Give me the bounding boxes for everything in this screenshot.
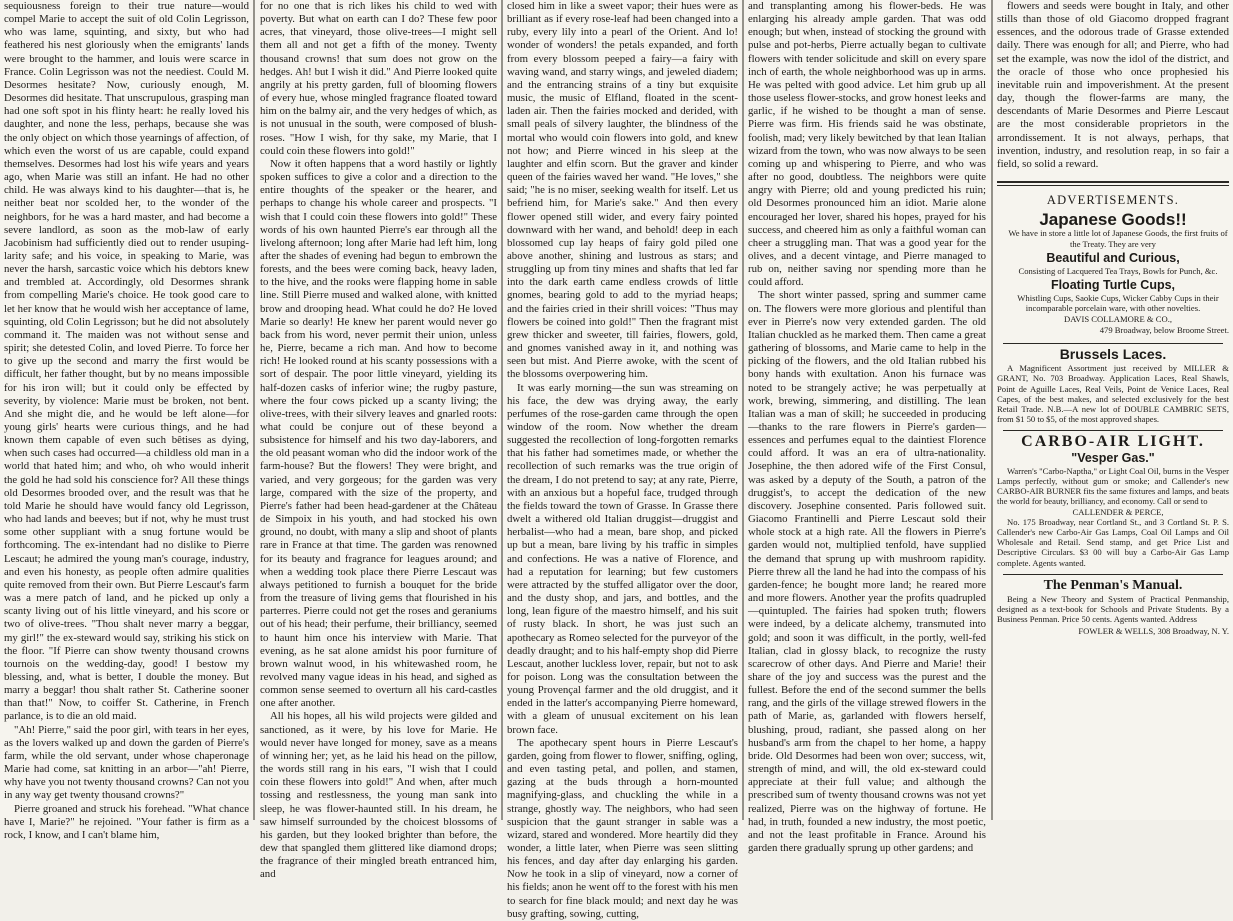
advertisements-title: ADVERTISEMENTS. xyxy=(1046,193,1180,208)
ad-body: Being a New Theory and System of Practical Penmanship, designed as a text-book for Schools and Private Students. By a Business Penman. Price 50 cents. Agents wanted. Address xyxy=(997,593,1229,625)
ad-separator xyxy=(1003,343,1223,344)
ad-intro: We have in store a little lot of Japanese Goods, the first fruits of the Treaty. They are very xyxy=(1008,228,1228,249)
column-divider xyxy=(253,0,255,820)
ad-body: A Magnificent Assortment just received by MILLER & GRANT, No. 703 Broadway. Application Laces, Real Shawls, Point de Aguille Laces, Real Veils, Point de Venice Laces, Real Capes, of the best makes, and selected exclusively for the best Retail Trade. N.B.—A new lot of DOUBLE CAMBRIC SETS, from $1 50 to $5, of the most approved shapes. xyxy=(997,363,1229,425)
paragraph: Now it often happens that a word hastily or lightly spoken suffices to give a color and a direction to the entire thoughts of the speaker or the hearer, and perhaps to change his whole career and prospects. "I wish that I could coin these flowers into gold!" These words of his own haunted Pierre's ear through all the livelong afternoon; long after Marie had left him, long after the shades of evening had begun to embrown the forests, and the bees were coming back, heavy laden, to the hive, and the rooks were flapping home in sable line. Still Pierre mused and walked alone, with knitted brow and drooping head. What could he do? He loved Marie so dearly! He knew her parent would never go back from his word, never permit their union, unless he, Pierre, became a rich man. And how to become rich! He looked round at his scanty possessions with a sort of despair. The poor little vineyard, yielding its half-dozen casks of inferior wine; the rugby pasture, where the four cows picked up a scanty living; the olive-trees, with their silvery leaves and gnarled roots: what could be conjure out of these beyond a subsistence for himself and his two day-laborers, and the old peasant woman who did the indoor work of the farm-house? But the flowers! They were bright, and varied, and very gorgeous; for the garden was very large, compared with the size of the property, and Pierre's father had been head-gardener at the Château de Simpoix in his youth, and had stocked his own ground, no doubt, with many a slip and shoot of plants rare in France at that time. The garden was renowned for its beauty and fragrance for leagues around; and when a wedding took place there Pierre Lescaut was always petitioned to furnish a bouquet for the bride from the treasure of living gems that flourished in his parterres. Pierre could not get the roses and geraniums out of his head; their perfume, their brilliancy, seemed to haunt him once his interview with Marie. That evening, as he sat alone amidst his poor furniture of brown walnut wood, in his whitewashed room, he revolved many vague ideas in his head, and sighed as common sense seemed to overturn all his card-castles one after another. xyxy=(260,157,497,710)
ad-body: Warren's "Carbo-Naptha," or Light Coal Oil, burns in the Vesper Lamps perfectly, without gum or smoke; and Callender's new CARBO-AIR BURNER fits the same fixtures and lamps, and beats the world for beauty, brilliancy, and economy. Call or send to xyxy=(997,465,1230,507)
ad-separator xyxy=(1003,574,1223,575)
ad-seller: DAVIS COLLAMORE & CO., xyxy=(1064,313,1172,324)
paragraph: and transplanting among his flower-beds. He was enlarging his already ample garden. That was odd enough; but when, instead of stocking the ground with pulse and pot-herbs, Pierre actually began to cultivate flowers with tender solicitude and skill on every spare inch of earth, the whole neighborhood was up in arms. He was pelted with good advice. Let him grub up all those useless flower-stocks, and grow honest leeks and garlic, if he wished to be thought a man of sense. Pierre was firm. His friends said he was obstinate, foolish, mad; very likely bewitched by that lean Italian wizard from the town, who was now always to be seen coming up and whispering to Pierre, and who was after no good, doubtless. The neighbors were quite angry with Pierre; old and young predicted his ruin; old Desormes pronounced him an idiot. Marie alone encouraged her lover, shared his hopes, prayed for his success, and cheered him as only a faithful woman can cheer a struggling man. That was a good year for the olives, and a decent vintage, and Pierre managed to rub on, neither saving nor spending more than he could afford. xyxy=(748,0,986,289)
article-column-2 xyxy=(256,0,501,881)
ad-address: 479 Broadway, below Broome Street. xyxy=(1099,324,1229,335)
paragraph: closed him in like a sweet vapor; their hues were as brilliant as if every rose-leaf had been changed into a ruby, every lily into a pearl of the Orient. And lo! wonder of wonders! the petals expanded, and forth from every blossom peeped a fairy—a fairy with waving wand, and starry wings, and jeweled diadem; and the entrancing strains of a tiny but exquisite music, the music of Elfland, floated in the scent-laden air. Then the fairies mocked and derided, with small peals of silvery laughter, the blindness of the mortal who would coin flowers into gold, and knew not how; and Pierre winced in his sleep at the laughter and elfin scorn. But the graver and kinder queen of the fairies waved her wand. "He loves," she said; "he is no miser, seeking wealth for itself. Let us befriend him, for Marie's sake." And then every flower opened still wider, and every fairy pointed downward with her wand, and behold! deep in each blossomed cup lay heaps of fairy gold piled one above another, shining and lustrous as stars; and struggling up from tiny mines and shafts that led far into the dark earth came endless crowds of little gnomes, bearing gold to add to the myriad heaps; and the fairies cried in their shrill voices: "Thus may flowers be coined into gold!" Then the fragrant mist grew thicker and sweeter, till fairies, flowers, gold, and gnomes vanished away in it, and nothing was seen but mist. And Pierre awoke, with the scent of the blossoms overpowering him. xyxy=(507,0,738,381)
paragraph: Pierre groaned and struck his forehead. "What chance have I, Marie?" he rejoined. "Your father is firm as a rock, I know, and I can't blame him, xyxy=(4,802,249,841)
ad-items: Consisting of Lacquered Tea Trays, Bowls for Punch, &c. xyxy=(1018,265,1218,276)
ad-items: Whistling Cups, Saokie Cups, Wicker Cabby Cups in their incomparable porcelain ware, with other novelties. xyxy=(1017,293,1219,314)
ad-headline: CARBO-AIR LIGHT. xyxy=(1021,433,1205,451)
paragraph: for no one that is rich likes his child to wed with poverty. But what on earth can I do? These few poor acres, that vineyard, those olive-trees—I might sell them all and not get a fifth of the money. Twenty thousand crowns! that sum does not grow on the hedges. Ah! but I wish it did." And Pierre looked quite angrily at his pretty garden, full of blooming flowers of every hue, whose mingled fragrance floated toward him on the balmy air, and the very hedges of which, as is not unusual in the south, were composed of blush-roses. "How I wish, for thy sake, my Marie, that I could coin these flowers into gold!" xyxy=(260,0,497,157)
article-column-5 xyxy=(993,0,1233,820)
advertisements-top-rule xyxy=(997,181,1229,183)
ad-subheadline: Floating Turtle Cups, xyxy=(1050,278,1176,293)
paragraph: "Ah! Pierre," said the poor girl, with tears in her eyes, as the lovers walked up and down the garden of Pierre's farm, while the old servant, under whose chaperonage Marie had come, sat knitting in an arbor—"ah! Pierre, why have you not twenty thousand crowns? Can not you in any way get twenty thousand crowns?" xyxy=(4,723,249,802)
ad-headline: The Penman's Manual. xyxy=(1043,577,1183,593)
ad-separator xyxy=(1003,430,1223,431)
article-column-1 xyxy=(0,0,253,841)
brussels-laces-ad xyxy=(997,348,1229,424)
penmans-manual-ad xyxy=(997,579,1229,638)
ad-subheadline: "Vesper Gas." xyxy=(1071,450,1155,465)
paragraph: flowers and seeds were bought in Italy, and other stills than those of old Giacomo dropped fragrant essences, and the odorous trade of Grasse extended daily. There was enough for all; and Pierre, who had set the example, was now the idol of the district, and the oracle of those who once prophesied his inevitable ruin and impoverishment. At the present day, though the flower-farms are many, the descendants of Marie Desormes and Pierre Lescaut are the most considerable proprietors in the arrondissement. It is not always, perhaps, that invention, industry, and resolution reap, in so fair a field, so solid a reward. xyxy=(997,0,1229,170)
paragraph: The apothecary spent hours in Pierre Lescaut's garden, going from flower to flower, sniffing, ogling, and even tasting petal, and pollen, and stamen, gazing at the buds through a horn-mounted magnifying-glass, and chuckling the while in a strange, ghostly way. The neighbors, who had seen suspicion that the gaunt stranger in sable was a wizard, stared and wondered. More heartily did they wonder, a little later, when Pierre was seen slitting his fences, and day after day enlarging his garden. Now he took in a slip of vineyard, now a corner of his fields; anon he went off to the forest with his men to search for fine black mould; and next day he was busy grafting, sowing, cutting, xyxy=(507,736,738,920)
ad-seller: CALLENDER & PERCE, xyxy=(1072,506,1164,517)
paragraph: The short winter passed, spring and summer came on. The flowers were more glorious and plentiful than ever in Pierre's now very extended garden. The old Italian chuckled as he marked them. Then came a great gathering of blossoms, and Marie came to help in the picking of the flowers, and the old Italian rubbed his bony hands with exultation. Anon his furnace was noted to be strangely active; he was perpetually at work, brewing, simmering, and distilling. The lean Italian was a man of skill; he succeeded in producing—thanks to the rare flowers in Pierre's garden—essences and perfumes equal to the daintiest Florence could afford. It was an era of ultra-nationality. Josephine, the then adored wife of the First Consul, was asked by a deputy of the South, a patron of the druggist's, to accept the dedication of the new discovery. Josephine consented. Paris followed suit. Giacomo Frantinelli and Pierre Lescaut sold their whole stock at a high rate. All the flowers in Pierre's garden would not, multiplied tenfold, have supplied the demand that sprung up with mushroom rapidity. Pierre threw all the land he had into the compass of his garden-fence; he bought more land; he reared more and more flowers. Another year the profits quadrupled—quintupled. The fairies had spoken truth; flowers were indeed, by a delicate alchemy, transmuted into gold; and soon it was difficult, in the portly, well-fed Italian, clad in glossy black, to recognize the rusty scarecrow of other days. And Pierre and Marie! their share of the joy and success was the purest and the fullest. Before the end of the second summer the bells rang, and the girls of the village strewed flowers in the path of Marie, as, garlanded with flowers herself, blushing, proud, radiant, she passed along on her husband's arm from the chapel to her home, a happy bride. Old Desormes had been won over; success, wit, strength of mind, and will, the old ex-steward could appreciate at their full value; and although the prescribed sum of twenty thousand crowns was not yet realized, Pierre was on the highway of fortune. He had, in truth, founded a new industry, the most poetic, and not the least profitable in France. Around his garden there gradually sprung up other gardens; and xyxy=(748,289,986,854)
japanese-goods-ad xyxy=(997,210,1229,337)
ad-body: No. 175 Broadway, near Cortland St., and 3 Cortland St. P. S. Callender's new Carbo-Air Gas Lamps, Coal Oil Lamps and Oil Wholesale and Retail. Send stamp, and get Price List and Descriptive Circulars. $3 00 will buy a Carbo-Air Gas Lamp complete. Agents wanted. xyxy=(997,516,1229,568)
carbo-air-light-ad xyxy=(997,435,1229,567)
ad-seller: FOWLER & WELLS, 308 Broadway, N. Y. xyxy=(1078,625,1229,636)
ad-headline: Brussels Laces. xyxy=(1059,346,1167,363)
advertisements-top-rule-thin xyxy=(997,185,1229,186)
ad-headline: Japanese Goods!! xyxy=(1039,210,1187,230)
paragraph: sequiousness foreign to their true nature—would compel Marie to accept the suit of old Colin Legrisson, who was lame, squinting, and sixty, but who had feathered his nest gloriously when the emigrants' lands were brought to the hammer, and louis were scarce in France. Colin Legrisson was not the neediest. Could M. Desormes hesitate? Now, curiously enough, M. Desormes did hesitate. That unscrupulous, grasping man had one soft spot in his flinty heart: he really loved his daughter, and none the less, perhaps, because she was the only object on which those yearnings of affection, of which even the worst of us are capable, could expand themselves. Desormes had lost his wife years and years ago, when Marie was still an infant. He had no other child. He was always kind to his daughter—that is, he neither beat nor scolded her, to the wonder of the neighbors, for he was a hard master, and had become a severe landlord, as soon as the mob-law of early Jacobinism had sufficiently died out to render usuping-larity safe; and his voice, in speaking to Marie, was never the harsh, sarcastic voice which his debtors knew and trembled at. Accordingly, old Desormes shrank from compelling Marie's choice. He took good care to let her know that he would wish her acceptance of lame, squinting, old Colin Legrisson; but he did not absolutely command it. The maiden was not without sense and spirit; she detested Colin, and loved Pierre. To force her to give up the second and marry the first would be difficult, her father thought, but by no means impossible for his iron will; but it could only be effected by severity, by violence: Marie must be broken, not bent. And she might die, and he would be left alone—for young girls' hearts were curious things, and he had known them capable of even such bêtises as dying, when such cases had occurred—a childless old man in a world that hated him; and who, oh who would inherit the gold he had sold his conscience for? All these things old Desormes brooded over, and the result was that he told Marie he should have would fancy old Legrisson, who had lands and beeves; but if not, why he must trust some other suppliant with a snug fortune would be forthcoming. The ex-intendant had no dislike to Pierre Lescaut; he admired the young man's courage, industry, and even his honesty, as people often admire qualities quite removed from their own. But Pierre Lescaut's farm was a mere patch of land, and he picked up only a scanty living out of his little vineyard, and his score or two of olive-trees. "Thou shalt never marry a beggar, my girl!" the ex-steward would say, striking his stick on the floor. "If Pierre can show twenty thousand crowns tournois on the wedding-day, good! I bestow my blessing, and, what is better, I double the money. But marry a beggar! thou shalt rather St. Catherine sooner than that!" Now, to coiffer St. Catherine, in French parlance, is to die an old maid. xyxy=(4,0,249,723)
article-column-3 xyxy=(503,0,742,920)
ad-subheadline: Beautiful and Curious, xyxy=(1046,250,1180,265)
article-column-4 xyxy=(744,0,990,854)
paragraph: It was early morning—the sun was streaming on his face, the dew was drying away, the early perfumes of the rose-garden came through the open window of the room. Now whether the dream suggested the recollection of long-forgotten remarks that his father had sometimes made, or whether the recollection of such remarks was the true origin of the dream, I do not pretend to say; at any rate, Pierre, with an anxious but a hopeful face, trudged through the fields toward the town of Grasse. In Grasse there dwelt a withered old Italian druggist—druggist and herbalist—who had a mean, bare shop, and picked up but a mean, bare living by his traffic in simples and confections. He was a native of Florence, and had a reputation for learning; but few customers were attracted by the stuffed alligator over the door, and the dusty shop, and jars, and bottles, and the long, lean figure of the maestro himself, and his suit of rusty black. In short, he was just such an apothecary as Romeo selected for the purveyor of the deadly draught; and to his half-empty shop did Pierre Lescaut, another luckless lover, repair, but not to ask for poison. Long was the consultation between the young Provençal farmer and the old druggist, and it ended in the latter's accompanying Pierre homeward, with a gleam of unusual excitement on his lean brown face. xyxy=(507,381,738,736)
paragraph: All his hopes, all his wild projects were gilded and sanctioned, as it were, by his love for Marie. He would never have longed for money, save as a means of winning her; yet, as he laid his head on the pillow, the words still rang in his ears, "I wish that I could coin these flowers into gold!" And when, after much tossing and restlessness, the young man sank into sleep, he was flower-haunted still. In his dream, he saw himself surrounded by the choicest blossoms of his garden, but they looked brighter than before, the dew that spangled them glittered like diamond drops; the fragrance of their mingled breath entranced him, and xyxy=(260,710,497,881)
